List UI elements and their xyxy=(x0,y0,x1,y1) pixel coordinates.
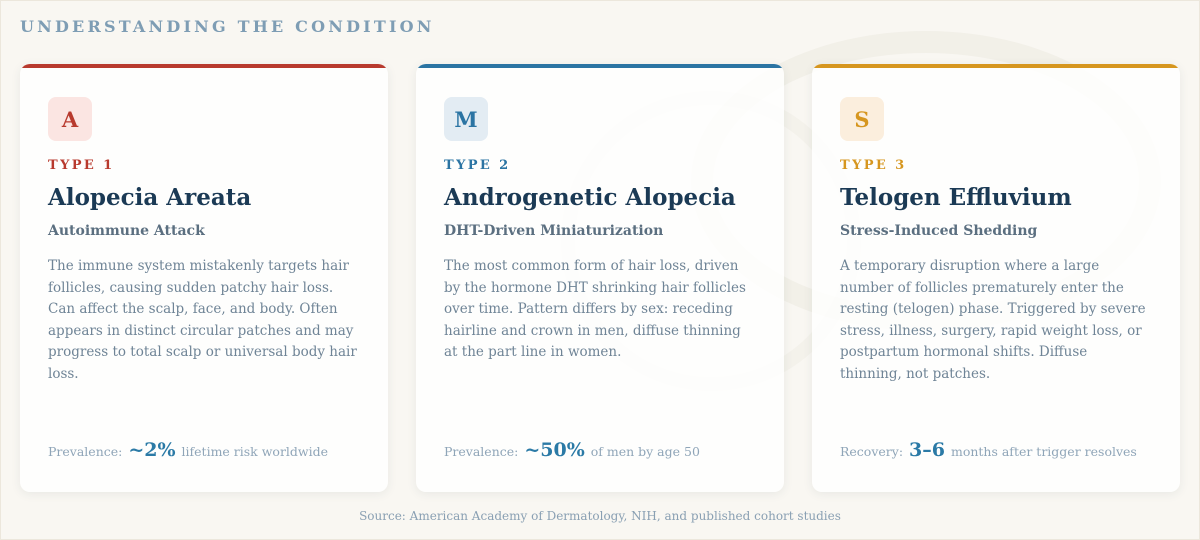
stat-suffix: months after trigger resolves xyxy=(950,444,1137,459)
card-title: Telogen Effluvium xyxy=(840,184,1072,211)
card-accent-bar xyxy=(416,64,784,68)
type-label: TYPE 3 xyxy=(840,158,907,173)
letter-badge-icon: A xyxy=(48,97,92,141)
stat-suffix: lifetime risk worldwide xyxy=(181,444,329,459)
stat-label: Recovery: xyxy=(840,444,904,459)
stat-suffix: of men by age 50 xyxy=(590,444,700,459)
condition-card-androgenetic-alopecia xyxy=(416,64,784,492)
card-subtitle: Stress-Induced Shedding xyxy=(840,223,1038,239)
card-stat xyxy=(48,438,378,464)
card-title: Alopecia Areata xyxy=(48,184,252,211)
letter-badge-icon: S xyxy=(840,97,884,141)
stat-value: 3–6 xyxy=(909,439,945,461)
stat-value: ~2% xyxy=(128,439,176,461)
card-description: The immune system mistakenly targets hair follicles, causing sudden patchy hair loss. Can affect the scalp, face, and body. Often appears in distinct circular patches and may progress to total scalp or universal body hair loss. xyxy=(48,258,357,382)
card-stat xyxy=(444,438,774,464)
source-note: Source: American Academy of Dermatology, NIH, and published cohort studies xyxy=(359,509,841,523)
card-row xyxy=(20,64,1180,492)
card-description: The most common form of hair loss, driven by the hormone DHT shrinking hair follicles over time. Pattern differs by sex: receding hairline and crown in men, diffuse thinning at the part line in women. xyxy=(444,258,746,361)
condition-card-telogen-effluvium xyxy=(812,64,1180,492)
type-label: TYPE 2 xyxy=(444,158,511,173)
section-title: UNDERSTANDING THE CONDITION xyxy=(20,17,435,36)
stat-label: Prevalence: xyxy=(48,444,123,459)
card-description: A temporary disruption where a large number of follicles prematurely enter the resting (telogen) phase. Triggered by severe stress, illness, surgery, rapid weight loss, or postpartum hormonal shifts. Diffuse thinning, not patches. xyxy=(840,258,1146,382)
card-stat xyxy=(840,438,1170,464)
card-subtitle: Autoimmune Attack xyxy=(48,223,205,239)
stat-value: ~50% xyxy=(524,439,585,461)
card-title: Androgenetic Alopecia xyxy=(444,184,736,211)
card-accent-bar xyxy=(20,64,388,68)
condition-card-alopecia-areata xyxy=(20,64,388,492)
type-label: TYPE 1 xyxy=(48,158,115,173)
card-accent-bar xyxy=(812,64,1180,68)
letter-badge-icon: M xyxy=(444,97,488,141)
stat-label: Prevalence: xyxy=(444,444,519,459)
card-subtitle: DHT-Driven Miniaturization xyxy=(444,223,664,239)
